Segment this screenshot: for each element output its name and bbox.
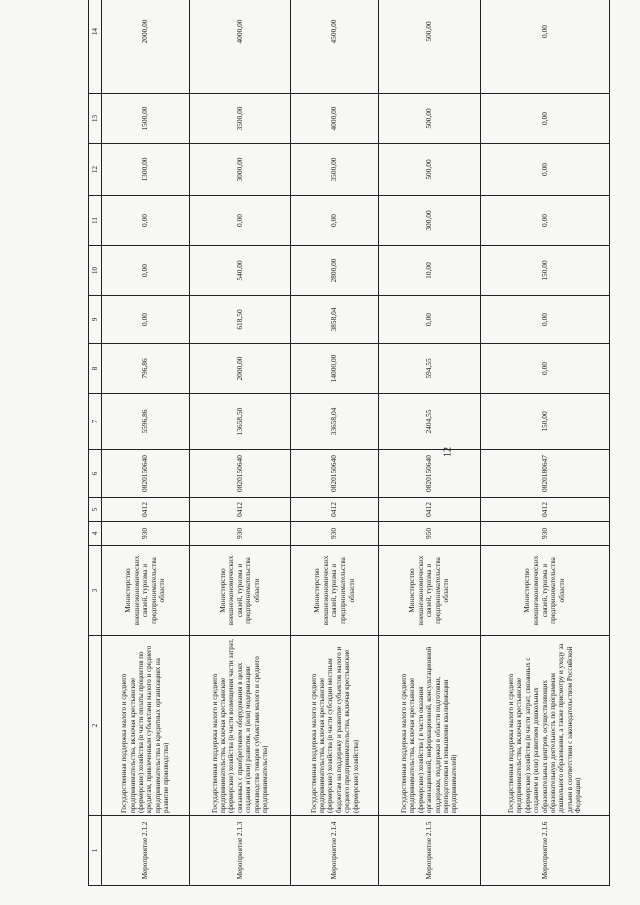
column-header: 6 <box>89 450 102 498</box>
org-cell: Министерство внешнеэкономических связей, туризма и предпринимательства области <box>379 546 481 636</box>
value-cell: 150,00 <box>480 246 609 296</box>
table-row <box>189 0 291 886</box>
column-header: 10 <box>89 246 102 296</box>
value-cell: 3858,04 <box>291 296 379 344</box>
org-cell: Министерство внешнеэкономических связей, туризма и предпринимательства области <box>102 546 190 636</box>
description-cell: Государственная поддержка малого и среднего предпринимательства, включая крестьянские (фермерские) хозяйства ( в части оказания организационной, информационной, консультационной поддержки, поддержки в области подготовки, переподготовки и повышения квалификации предпринимателей) <box>379 636 481 816</box>
value-cell: 0,00 <box>480 144 609 196</box>
value-cell: 1500,00 <box>102 94 190 144</box>
value-cell: 4000,00 <box>189 0 291 94</box>
value-cell: 0,00 <box>480 94 609 144</box>
total-cell: 2404,55 <box>379 394 481 450</box>
org-cell: Министерство внешнеэкономических связей, туризма и предпринимательства области <box>189 546 291 636</box>
table-row <box>480 0 609 886</box>
value-cell: 1300,00 <box>102 144 190 196</box>
column-header: 12 <box>89 144 102 196</box>
column-header: 5 <box>89 498 102 522</box>
page-number: 12 <box>442 447 454 457</box>
org-cell: Министерство внешнеэкономических связей, туризма и предпринимательства области <box>480 546 609 636</box>
total-cell: 150,00 <box>480 394 609 450</box>
column-header: 9 <box>89 296 102 344</box>
value-cell: 0,00 <box>291 196 379 246</box>
section-cell: 0412 <box>102 498 190 522</box>
event-cell: Мероприятие 2.1.6 <box>480 816 609 886</box>
table-header-row <box>89 0 102 886</box>
value-cell: 0,00 <box>480 196 609 246</box>
event-cell: Мероприятие 2.1.5 <box>379 816 481 886</box>
column-header: 1 <box>89 816 102 886</box>
value-cell: 0,00 <box>480 0 609 94</box>
column-header: 2 <box>89 636 102 816</box>
column-header: 13 <box>89 94 102 144</box>
total-cell: 33658,04 <box>291 394 379 450</box>
value-cell: 300,00 <box>379 196 481 246</box>
description-cell: Государственная поддержка малого и среднего предпринимательства, включая крестьянские (фермерские) хозяйства (в части субсидии местным бюджетам на поддержку и развитие субъектов малого и среднего предпринимательства, включая крестьянские (фермерские) хозяйства) <box>291 636 379 816</box>
section-cell: 0412 <box>379 498 481 522</box>
column-header: 7 <box>89 394 102 450</box>
grbs-cell: 950 <box>379 522 481 546</box>
value-cell: 3500,00 <box>291 144 379 196</box>
org-cell: Министерство внешнеэкономических связей, туризма и предпринимательства области <box>291 546 379 636</box>
column-header: 8 <box>89 344 102 394</box>
value-cell: 0,00 <box>480 344 609 394</box>
value-cell: 4500,00 <box>291 0 379 94</box>
value-cell: 500,00 <box>379 0 481 94</box>
value-cell: 500,00 <box>379 94 481 144</box>
section-cell: 0412 <box>189 498 291 522</box>
column-header: 14 <box>89 0 102 94</box>
column-header: 3 <box>89 546 102 636</box>
table-row <box>379 0 481 886</box>
target-article-cell: 0820150640 <box>102 450 190 498</box>
grbs-cell: 930 <box>291 522 379 546</box>
value-cell: 2000,00 <box>189 344 291 394</box>
column-header: 4 <box>89 522 102 546</box>
value-cell: 0,00 <box>379 296 481 344</box>
value-cell: 0,00 <box>102 296 190 344</box>
total-cell: 5596,86 <box>102 394 190 450</box>
description-cell: Государственная поддержка малого и среднего предпринимательства, включая крестьянские (фермерские) хозяйства (в части оплаты процентов по кредитам, привлеченным субъектами малого и среднего предпринимательства в кредитных организациях на развитие производства) <box>102 636 190 816</box>
value-cell: 14000,00 <box>291 344 379 394</box>
value-cell: 796,86 <box>102 344 190 394</box>
value-cell: 540,00 <box>189 246 291 296</box>
event-cell: Мероприятие 2.1.4 <box>291 816 379 886</box>
value-cell: 618,50 <box>189 296 291 344</box>
value-cell: 2000,00 <box>102 0 190 94</box>
value-cell: 0,00 <box>102 246 190 296</box>
value-cell: 3500,00 <box>189 94 291 144</box>
total-cell: 13658,50 <box>189 394 291 450</box>
description-cell: Государственная поддержка малого и среднего предпринимательства, включая крестьянские (фермерские) хозяйства (в части возмещения части затрат, связанных с приобретением оборудования в целях создания и (или) развития, и (или) модернизации производства товаров субъектами малого и среднего предпринимательства) <box>189 636 291 816</box>
value-cell: 0,00 <box>480 296 609 344</box>
table-row <box>102 0 190 886</box>
value-cell: 500,00 <box>379 144 481 196</box>
value-cell: 594,55 <box>379 344 481 394</box>
target-article-cell: 0820150640 <box>291 450 379 498</box>
section-cell: 0412 <box>291 498 379 522</box>
target-article-cell: 0820180647 <box>480 450 609 498</box>
rotated-table-wrapper <box>88 20 610 886</box>
target-article-cell: 0820150640 <box>379 450 481 498</box>
value-cell: 4000,00 <box>291 94 379 144</box>
grbs-cell: 930 <box>480 522 609 546</box>
value-cell: 0,00 <box>102 196 190 246</box>
value-cell: 2800,00 <box>291 246 379 296</box>
column-header: 11 <box>89 196 102 246</box>
description-cell: Государственная поддержка малого и среднего предпринимательства, включая крестьянские (фермерские) хозяйства (в части затрат, связанных с созданием и (или) развитием дошкольных образовательных центров, осуществляющих образовательную деятельность по программам дошкольного образования, а также присмотру и уходу за детьми в соответствии с законодательством Российской Федерации) <box>480 636 609 816</box>
section-cell: 0412 <box>480 498 609 522</box>
value-cell: 3000,00 <box>189 144 291 196</box>
table-row <box>291 0 379 886</box>
value-cell: 0,00 <box>189 196 291 246</box>
event-cell: Мероприятие 2.1.3 <box>189 816 291 886</box>
budget-table-container <box>88 20 610 886</box>
budget-table <box>88 0 610 886</box>
event-cell: Мероприятие 2.1.2 <box>102 816 190 886</box>
grbs-cell: 930 <box>102 522 190 546</box>
grbs-cell: 930 <box>189 522 291 546</box>
target-article-cell: 0820150640 <box>189 450 291 498</box>
value-cell: 10,00 <box>379 246 481 296</box>
